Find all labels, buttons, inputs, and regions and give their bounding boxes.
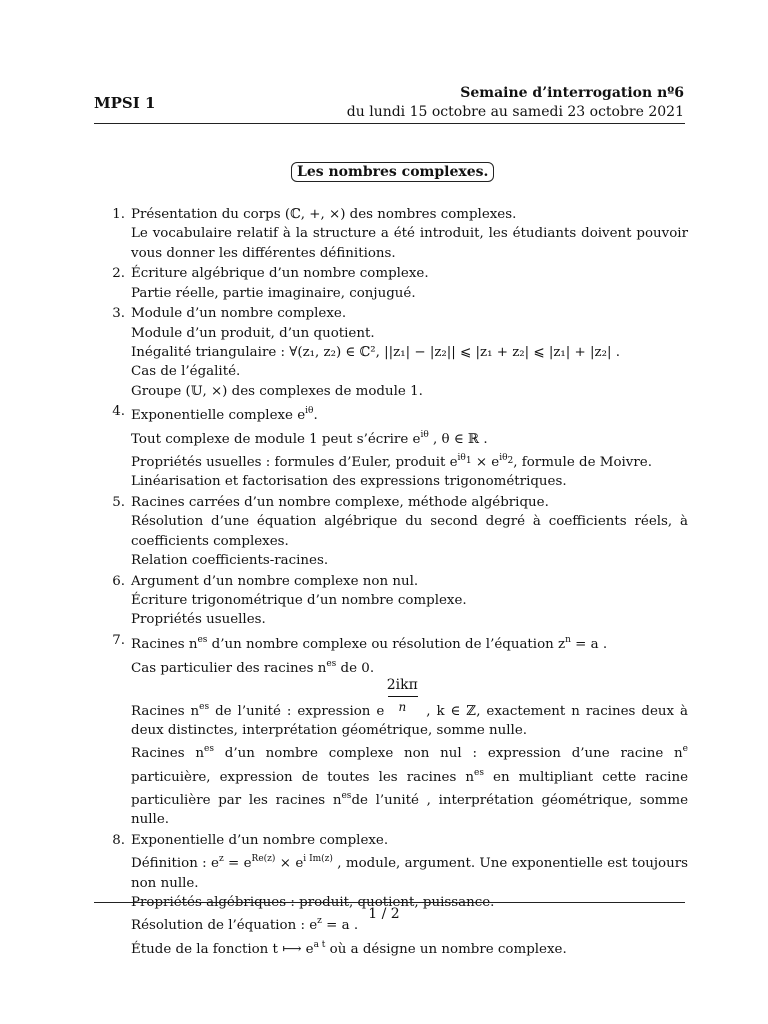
- list-item: [108, 205, 688, 263]
- text: de l’unité , interprétation géométrique, somme nulle.: [131, 793, 688, 828]
- exponent: Re(z): [251, 854, 276, 865]
- item-line: Relation coefficients-racines.: [131, 553, 329, 569]
- item-line: Propriétés usuelles.: [131, 612, 266, 628]
- header-rule: [94, 123, 685, 124]
- text: particuière, expression de toutes les racines n: [131, 769, 475, 785]
- item-line: [131, 449, 688, 472]
- item-line: [131, 631, 688, 654]
- text: où a désigne un nombre complexe.: [325, 941, 567, 957]
- text: , formule de Moivre.: [513, 455, 652, 471]
- item-number: 7.: [112, 633, 125, 649]
- item-line: [131, 655, 688, 678]
- item-line: Argument d’un nombre complexe non nul.: [131, 573, 419, 589]
- exponent: e: [682, 744, 688, 755]
- text: Résolution de l’équation : e: [131, 918, 318, 934]
- item-number: 2.: [112, 266, 125, 282]
- item-line: Présentation du corps (ℂ, +, ×) des nombres complexes.: [131, 207, 517, 222]
- exponent: z: [317, 916, 322, 927]
- fraction-numerator: 2ikπ: [386, 676, 418, 693]
- page-number: 1 / 2: [368, 906, 400, 922]
- item-number: 6.: [112, 573, 125, 589]
- text: Tout complexe de module 1 peut s’écrire e: [131, 431, 421, 447]
- section-title: Les nombres complexes.: [291, 162, 494, 182]
- exponent: i Im(z): [303, 854, 333, 865]
- text: , k ∈ ℤ, exactement n racines deux à deux distinctes, interprétation géométrique, somme nulle.: [131, 703, 688, 739]
- text: Racines n: [131, 637, 198, 653]
- exponent: es: [204, 744, 214, 755]
- subscript: 1: [465, 456, 472, 467]
- item-line: [131, 936, 688, 959]
- text: Définition : e: [131, 856, 219, 872]
- date-range: du lundi 15 octobre au samedi 23 octobre 2021: [346, 104, 684, 120]
- exponent: z: [218, 854, 224, 865]
- item-line: Racines carrées d’un nombre complexe, méthode algébrique.: [131, 495, 549, 511]
- item-number: 1.: [112, 207, 125, 222]
- item-line: [131, 740, 688, 829]
- footer-rule: [94, 902, 685, 903]
- item-line: Groupe (𝕌, ×) des complexes de module 1.: [131, 383, 423, 399]
- text: = a .: [570, 637, 608, 653]
- item-line: Écriture algébrique d’un nombre complexe.: [131, 266, 429, 282]
- text: d’un nombre complexe non nul : expression d’une racine n: [213, 746, 683, 762]
- text: = e: [223, 856, 252, 872]
- text: × e: [471, 455, 500, 471]
- item-line: Inégalité triangulaire : ∀(z₁, z₂) ∈ ℂ², ||z₁| − |z₂|| ⩽ |z₁ + z₂| ⩽ |z₁| + |z₂| .: [131, 345, 620, 361]
- list-item: [108, 831, 688, 959]
- item-line: [131, 850, 688, 893]
- list-item: [108, 304, 688, 400]
- text: Racines n: [131, 703, 200, 719]
- text: = a .: [321, 918, 359, 934]
- item-line: Exponentielle d’un nombre complexe.: [131, 833, 389, 849]
- text: iθ: [457, 453, 466, 464]
- class-name: MPSI 1: [94, 94, 156, 112]
- exponent: es: [199, 701, 210, 712]
- exponent: [457, 453, 472, 467]
- text: Exponentielle complexe e: [131, 408, 306, 424]
- item-number: 5.: [112, 495, 125, 511]
- exponent: iθ: [420, 429, 429, 440]
- item-line: Module d’un produit, d’un quotient.: [131, 325, 375, 341]
- text: en multipliant cette racine particulière par les racines n: [131, 769, 688, 809]
- exponent: es: [474, 767, 484, 778]
- list-item: [108, 264, 688, 303]
- item-line: Propriétés algébriques : produit, quotient, puissance.: [131, 895, 495, 910]
- exponent: es: [197, 635, 208, 646]
- list-item: [108, 572, 688, 630]
- item-line: Écriture trigonométrique d’un nombre complexe.: [131, 593, 467, 609]
- header-info: [347, 84, 684, 122]
- exponent: n: [565, 635, 571, 646]
- item-line: Le vocabulaire relatif à la structure a été introduit, les étudiants doivent pouvoir vous donner les différentes définitions.: [131, 226, 688, 261]
- exponent: iθ: [305, 406, 314, 417]
- text: Cas particulier des racines n: [131, 660, 327, 676]
- list-item: [108, 402, 688, 491]
- item-line: Linéarisation et factorisation des expressions trigonométriques.: [131, 474, 567, 490]
- fraction-denominator: n: [398, 699, 407, 714]
- subscript: 2: [507, 456, 514, 467]
- text: Étude de la fonction t ⟼ e: [131, 941, 314, 957]
- text: Propriétés usuelles : formules d’Euler, produit e: [131, 455, 458, 471]
- text: .: [313, 408, 318, 424]
- item-number: 4.: [112, 404, 125, 420]
- item-number: 3.: [112, 306, 125, 322]
- text: d’un nombre complexe ou résolution de l’équation z: [207, 637, 566, 653]
- item-line: [131, 402, 688, 425]
- text: × e: [275, 856, 304, 872]
- item-line: [131, 426, 688, 449]
- fraction-exponent: [384, 676, 420, 717]
- item-line: Partie réelle, partie imaginaire, conjugué.: [131, 285, 416, 301]
- topic-list: [108, 205, 688, 960]
- text: Racines n: [131, 746, 205, 762]
- item-number: 8.: [112, 833, 125, 849]
- list-item: [108, 631, 688, 829]
- text: de 0.: [336, 660, 375, 676]
- list-item: [108, 493, 688, 570]
- text: , θ ∈ ℝ .: [428, 431, 488, 447]
- exponent: a t: [313, 939, 326, 950]
- exponent: [499, 453, 514, 467]
- text: de l’unité : expression e: [209, 703, 385, 719]
- item-line: [131, 676, 688, 741]
- item-line: Cas de l’égalité.: [131, 364, 241, 380]
- exponent: es: [341, 791, 352, 802]
- item-line: Résolution d’une équation algébrique du second degré à coefficients réels, à coefficients complexes.: [131, 514, 688, 549]
- week-title: Semaine d’interrogation nº6: [460, 85, 684, 101]
- text: iθ: [499, 453, 508, 464]
- item-line: Module d’un nombre complexe.: [131, 306, 347, 322]
- exponent: es: [326, 658, 337, 669]
- fraction-bar: [388, 696, 418, 697]
- text: , module, argument. Une exponentielle est toujours non nulle.: [131, 856, 688, 891]
